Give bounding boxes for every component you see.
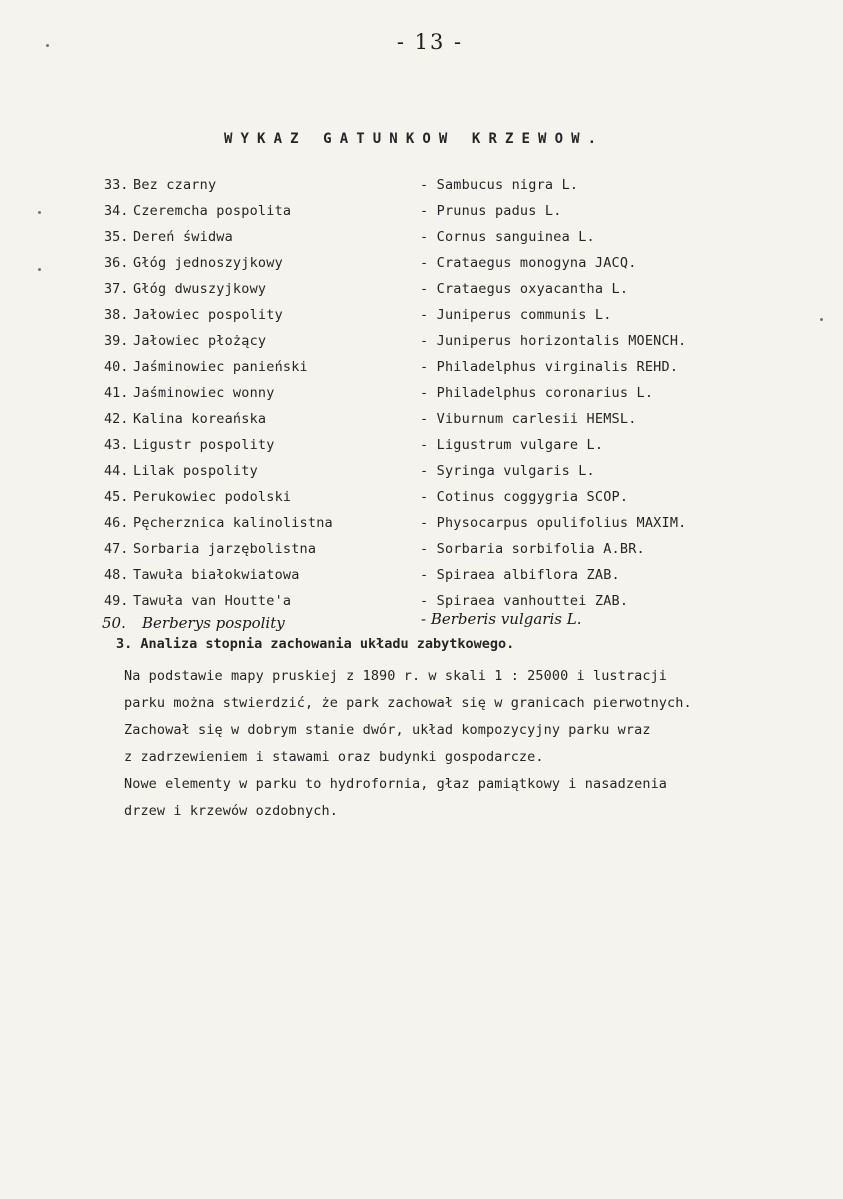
polish-name: Głóg jednoszyjkowy (133, 255, 283, 271)
paragraph-line: Zachował się w dobrym stanie dwór, układ kompozycyjny parku wraz (124, 722, 651, 738)
list-item (0, 177, 843, 201)
item-number: 43. (104, 437, 129, 453)
item-number: 33. (104, 177, 129, 193)
list-item (0, 437, 843, 461)
handwritten-number: 50. (102, 614, 126, 632)
polish-name: Lilak pospolity (133, 463, 258, 479)
list-heading: WYKAZ GATUNKOW KRZEWOW. (224, 131, 605, 147)
section-heading: 3. Analiza stopnia zachowania układu zabytkowego. (116, 636, 515, 652)
list-item (0, 255, 843, 279)
item-number: 45. (104, 489, 129, 505)
item-number: 37. (104, 281, 129, 297)
item-number: 40. (104, 359, 129, 375)
paragraph-line: drzew i krzewów ozdobnych. (124, 803, 338, 819)
latin-name: - Viburnum carlesii HEMSL. (420, 411, 637, 427)
list-item (0, 203, 843, 227)
list-item (0, 229, 843, 253)
polish-name: Głóg dwuszyjkowy (133, 281, 267, 297)
latin-name: - Syringa vulgaris L. (420, 463, 595, 479)
polish-name: Kalina koreańska (133, 411, 267, 427)
paper-speck (46, 44, 49, 47)
latin-name: - Sorbaria sorbifolia A.BR. (420, 541, 645, 557)
paragraph-line: Nowe elementy w parku to hydrofornia, głaz pamiątkowy i nasadzenia (124, 776, 668, 792)
latin-name: - Prunus padus L. (420, 203, 562, 219)
latin-name: - Cornus sanguinea L. (420, 229, 595, 245)
latin-name: - Crataegus monogyna JACQ. (420, 255, 637, 271)
polish-name: Tawuła van Houtte'a (133, 593, 292, 609)
list-item (0, 281, 843, 305)
latin-name: - Crataegus oxyacantha L. (420, 281, 629, 297)
item-number: 44. (104, 463, 129, 479)
paragraph-line: z zadrzewieniem i stawami oraz budynki gospodarcze. (124, 749, 544, 765)
list-item (0, 541, 843, 565)
latin-name: - Sambucus nigra L. (420, 177, 579, 193)
paragraph-line: Na podstawie mapy pruskiej z 1890 r. w skali 1 : 25000 i lustracji (124, 668, 668, 684)
item-number: 48. (104, 567, 129, 583)
handwritten-latin-name: - Berberis vulgaris L. (421, 610, 582, 628)
polish-name: Jaśminowiec panieński (133, 359, 308, 375)
list-item (0, 333, 843, 357)
item-number: 49. (104, 593, 129, 609)
polish-name: Czeremcha pospolita (133, 203, 292, 219)
latin-name: - Philadelphus virginalis REHD. (420, 359, 679, 375)
polish-name: Tawuła białokwiatowa (133, 567, 300, 583)
latin-name: - Physocarpus opulifolius MAXIM. (420, 515, 687, 531)
list-item (0, 411, 843, 435)
polish-name: Ligustr pospolity (133, 437, 275, 453)
latin-name: - Juniperus communis L. (420, 307, 612, 323)
latin-name: - Juniperus horizontalis MOENCH. (420, 333, 687, 349)
list-item (0, 567, 843, 591)
item-number: 41. (104, 385, 129, 401)
latin-name: - Philadelphus coronarius L. (420, 385, 654, 401)
list-item (0, 385, 843, 409)
paragraph-line: parku można stwierdzić, że park zachował się w granicach pierwotnych. (124, 695, 692, 711)
list-item (0, 359, 843, 383)
list-item (0, 489, 843, 513)
item-number: 42. (104, 411, 129, 427)
item-number: 34. (104, 203, 129, 219)
item-number: 36. (104, 255, 129, 271)
list-item (0, 515, 843, 539)
polish-name: Dereń świdwa (133, 229, 233, 245)
polish-name: Jałowiec pospolity (133, 307, 283, 323)
item-number: 46. (104, 515, 129, 531)
item-number: 35. (104, 229, 129, 245)
item-number: 39. (104, 333, 129, 349)
polish-name: Jaśminowiec wonny (133, 385, 275, 401)
latin-name: - Spiraea vanhouttei ZAB. (420, 593, 629, 609)
polish-name: Pęcherznica kalinolistna (133, 515, 333, 531)
handwritten-polish-name: Berberys pospolity (142, 614, 285, 632)
latin-name: - Spiraea albiflora ZAB. (420, 567, 620, 583)
page-number: - 13 - (396, 30, 464, 54)
item-number: 38. (104, 307, 129, 323)
item-number: 47. (104, 541, 129, 557)
polish-name: Bez czarny (133, 177, 217, 193)
list-item (0, 307, 843, 331)
polish-name: Perukowiec podolski (133, 489, 292, 505)
latin-name: - Ligustrum vulgare L. (420, 437, 604, 453)
list-item (0, 463, 843, 487)
latin-name: - Cotinus coggygria SCOP. (420, 489, 629, 505)
polish-name: Sorbaria jarzębolistna (133, 541, 317, 557)
polish-name: Jałowiec płożący (133, 333, 267, 349)
